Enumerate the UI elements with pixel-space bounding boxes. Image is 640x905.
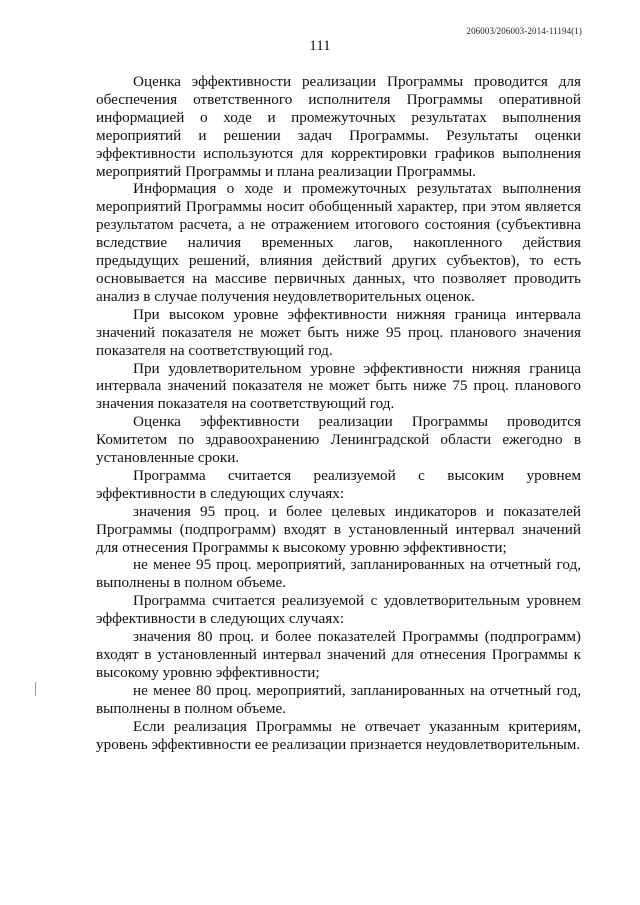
paragraph: Оценка эффективности реализации Программы проводится Комитетом по здравоохранению Ленинградской области ежегодно в установленные сроки. (96, 413, 581, 467)
paragraph: Оценка эффективности реализации Программы проводится для обеспечения ответственного исполнителя Программы оперативной информацией о ходе и промежуточных результатах выполнения мероприятий и решении задач Программы. Результаты оценки эффективности используются для корректировки графиков выполнения мероприятий Программы и плана реализации Программы. (96, 73, 581, 180)
paragraph: При высоком уровне эффективности нижняя граница интервала значений показателя не может быть ниже 95 проц. планового значения показателя на соответствующий год. (96, 305, 581, 359)
paragraph: Программа считается реализуемой с высоким уровнем эффективности в следующих случаях: (96, 466, 581, 502)
paragraph: Информация о ходе и промежуточных результатах выполнения мероприятий Программы носит обобщенный характер, при этом является результатом расчета, а не отражением итогового состояния (субъективна вследствие наличия временных лагов, накопленного действия предыдущих решений, влияния действий других субъектов), то есть основывается на массиве первичных данных, что позволяет проводить анализ в случае получения неудовлетворительных оценок. (96, 180, 581, 305)
paragraph: значения 80 проц. и более показателей Программы (подпрограмм) входят в установленный интервал значений для отнесения Программы к высокому уровню эффективности; (96, 628, 581, 681)
paragraph: не менее 80 проц. мероприятий, запланированных на отчетный год, выполнены в полном объеме. (96, 681, 581, 717)
paragraph: При удовлетворительном уровне эффективности нижняя граница интервала значений показателя не может быть ниже 75 проц. планового значения показателя на соответствующий год. (96, 359, 581, 413)
paragraph: Если реализация Программы не отвечает указанным критериям, уровень эффективности ее реализации признается неудовлетворительным. (96, 717, 581, 753)
paragraph: Программа считается реализуемой с удовлетворительным уровнем эффективности в следующих случаях: (96, 592, 581, 628)
body-text (96, 73, 581, 753)
scan-artifact (35, 682, 36, 696)
paragraph: не менее 95 проц. мероприятий, запланированных на отчетный год, выполнены в полном объеме. (96, 556, 581, 592)
document-id: 206003/206003-2014-11194(1) (466, 26, 582, 36)
paragraph: значения 95 проц. и более целевых индикаторов и показателей Программы (подпрограмм) входят в установленный интервал значений для отнесения Программы к высокому уровню эффективности; (96, 502, 581, 556)
page-number: 111 (309, 38, 331, 54)
